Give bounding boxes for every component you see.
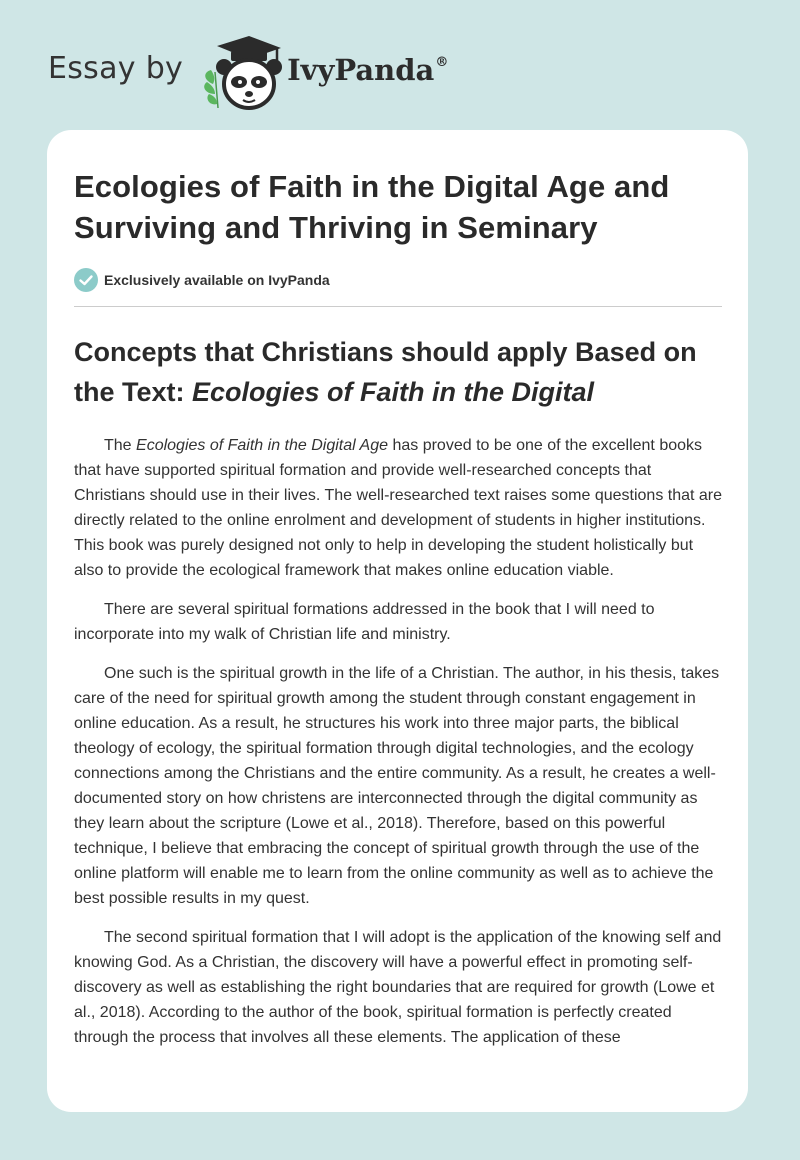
title-divider: [74, 306, 722, 307]
panda-logo-icon: [197, 32, 283, 112]
section-heading-italic: Ecologies of Faith in the Digital: [192, 377, 595, 407]
essay-card: [47, 130, 748, 1112]
ivypanda-wordmark: IvyPanda®: [287, 53, 449, 87]
essay-title: Ecologies of Faith in the Digital Age and Surviving and Thriving in Seminary: [74, 169, 670, 245]
check-circle-icon: [74, 268, 98, 292]
section-heading: [74, 332, 722, 412]
site-header: [48, 32, 448, 112]
paragraph: The Ecologies of Faith in the Digital Age has proved to be one of the excellent books that have supported spiritual formation and provide well-researched concepts that Christians should use in their lives. The well-researched text raises some questions that are directly related to the online enrolment and development of students in higher institutions. This book was purely designed not only to help in developing the student holistically but also to provide the ecological framework that makes online education viable.: [74, 437, 723, 579]
paragraph: The second spiritual formation that I will adopt is the application of the knowing self and knowing God. As a Christian, the discovery will have a powerful effect in promoting self-discovery as well as establishing the right boundaries that are required for growth (Lowe et al., 2018). According to the author of the book, spiritual formation is perfectly created through the process that involves all these elements. The application of these: [74, 929, 722, 1046]
registered-mark: ®: [435, 55, 449, 70]
essay-body: [74, 433, 722, 1050]
paragraph: One such is the spiritual growth in the life of a Christian. The author, in his thesis, takes care of the need for spiritual growth among the student through constant engagement in online education. As a result, he structures his work into three major parts, the biblical theology of ecology, the spiritual formation through digital technologies, and the ecology connections among the Christians and the entire community. As a result, he creates a well-documented story on how christens are interconnected through the digital community as they learn about the scripture (Lowe et al., 2018). Therefore, based on this powerful technique, I believe that embracing the concept of spiritual growth through the use of the online platform will enable me to learn from the online community as well as to achieve the best possible results in my quest.: [74, 665, 720, 907]
essay-by-label: Essay by: [48, 50, 184, 86]
exclusive-badge: [74, 266, 722, 294]
paragraph: There are several spiritual formations addressed in the book that I will need to incorporate into my walk of Christian life and ministry.: [74, 601, 655, 643]
exclusive-label: Exclusively available on IvyPanda: [104, 272, 330, 288]
section-heading-plain: Concepts that Christians should apply Based on the Text:: [74, 337, 697, 407]
